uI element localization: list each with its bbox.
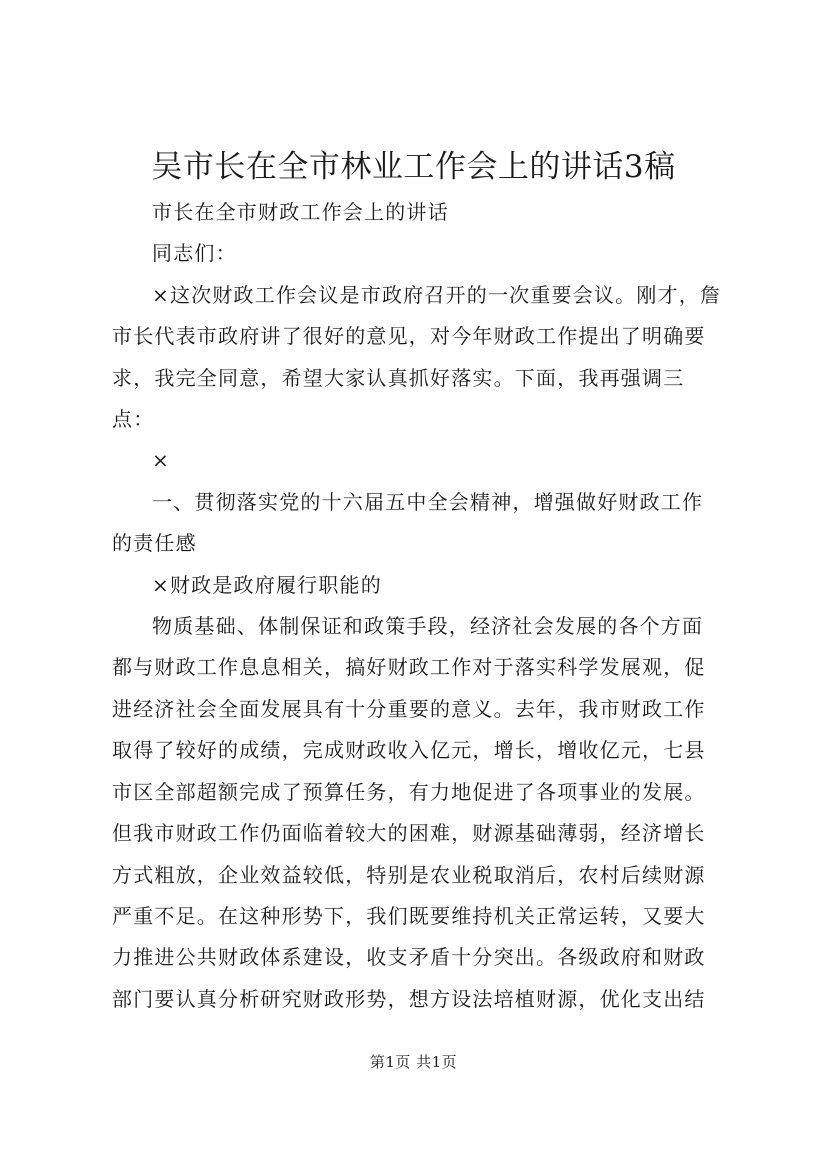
body-paragraph: × (152, 448, 170, 473)
body-paragraph: 物质基础、体制保证和政策手段，经济社会发展的各个方面都与财政工作息息相关，搞好财政工作对于落实科学发展观，促进经济社会全面发展具有十分重要的意义。去年，我市财政工作取得了较好的成绩，完成财政收入亿元，增长，增收亿元，七县市区全部超额完成了预算任务，有力地促进了各项事业的发展。但我市财政工作仍面临着较大的困难，财源基础薄弱，经济增长方式粗放，企业效益较低，特别是农业税取消后，农村后续财源严重不足。在这种形势下，我们既要维持机关正常运转，又要大力推进公共财政体系建设，收支矛盾十分突出。各级政府和财政部门要认真分析研究财政形势，想方设法培植财源，优化支出结 (112, 614, 706, 1011)
salutation: 同志们： (152, 241, 237, 266)
body-paragraph: ×财政是政府履行职能的 (152, 572, 382, 597)
document-title: 吴市长在全市林业工作会上的讲话3稿 (151, 149, 676, 185)
body-paragraph: ×这次财政工作会议是市政府召开的一次重要会议。刚才，詹市长代表市政府讲了很好的意见，对今年财政工作提出了明确要求，我完全同意，希望大家认真抓好落实。下面，我再强调三点： (112, 282, 722, 432)
document-body (112, 192, 722, 1020)
page-footer: 第1页 共1页 (369, 1053, 458, 1071)
speech-heading: 市长在全市财政工作会上的讲话 (152, 200, 449, 224)
section-heading: 一、贯彻落实党的十六届五中全会精神，增强做好财政工作的责任感 (112, 489, 704, 556)
